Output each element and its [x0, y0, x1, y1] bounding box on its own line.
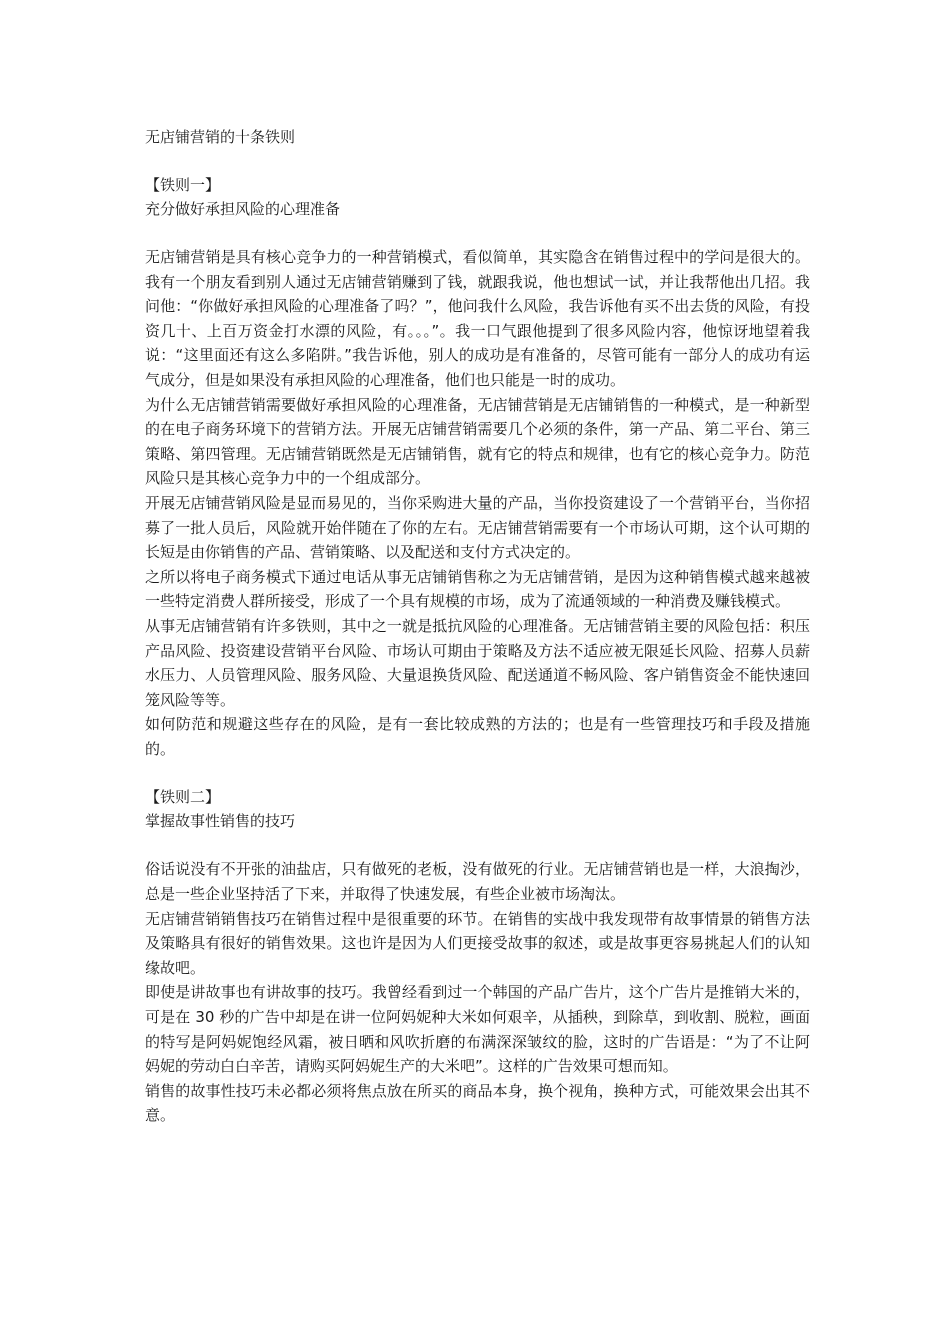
section-1-paragraph-3: 开展无店铺营销风险是显而易见的，当你采购进大量的产品，当你投资建设了一个营销平台，当你招募了一批人员后，风险就开始伴随在了你的左右。无店铺营销需要有一个市场认可期，这个认可期的长短是由你销售的产品、营销策略、以及配送和支付方式决定的。 [145, 493, 810, 562]
section-1 [145, 173, 810, 761]
section-2-heading: 【铁则二】 [145, 788, 221, 807]
section-2 [145, 785, 810, 1128]
section-2-subheading: 掌握故事性销售的技巧 [145, 812, 296, 831]
section-2-paragraph-2: 无店铺营销销售技巧在销售过程中是很重要的环节。在销售的实战中我发现带有故事情景的销售方法及策略具有很好的销售效果。这也许是因为人们更接受故事的叙述，或是故事更容易挑起人们的认知缘故吧。 [145, 909, 810, 977]
section-2-paragraph-1: 俗话说没有不开张的油盐店，只有做死的老板，没有做死的行业。无店铺营销也是一样，大浪掏沙，总是一些企业坚持活了下来，并取得了快速发展，有些企业被市场淘汰。 [145, 860, 810, 904]
section-1-paragraph-4: 之所以将电子商务模式下通过电话从事无店铺销售称之为无店铺营销，是因为这种销售模式越来越被一些特定消费人群所接受，形成了一个具有规模的市场，成为了流通领域的一种消费及赚钱模式。 [145, 567, 810, 611]
section-spacer [145, 761, 810, 785]
section-1-subheading: 充分做好承担风险的心理准备 [145, 200, 341, 218]
section-1-paragraph-1: 无店铺营销是具有核心竞争力的一种营销模式，看似简单，其实隐含在销售过程中的学问是很大的。我有一个朋友看到别人通过无店铺营销赚到了钱，就跟我说，他也想试一试，并让我帮他出几招。我问他：“你做好承担风险的心理准备了吗？”，他问我什么风险，我告诉他有买不出去货的风险，有投资几十、上百万资金打水漂的风险，有。。。”。我一口气跟他提到了很多风险内容，他惊讶地望着我说：“这里面还有这么多陷阱。”我告诉他，别人的成功是有准备的，尽管可能有一部分人的成功有运气成分，但是如果没有承担风险的心理准备，他们也只能是一时的成功。 [145, 248, 810, 389]
section-1-paragraph-5: 从事无店铺营销有许多铁则，其中之一就是抵抗风险的心理准备。无店铺营销主要的风险包括：积压产品风险、投资建设营销平台风险、市场认可期由于策略及方法不适应被无限延长风险、招募人员薪水压力、人员管理风险、服务风险、大量退换货风险、配送通道不畅风险、客户销售资金不能快速回笼风险等等。 [145, 616, 810, 709]
section-2-paragraph-4: 销售的故事性技巧未必都必须将焦点放在所买的商品本身，换个视角，换种方式，可能效果会出其不意。 [145, 1081, 810, 1125]
document-title: 无店铺营销的十条铁则 [145, 128, 296, 146]
section-1-paragraph-6: 如何防范和规避这些存在的风险，是有一套比较成熟的方法的；也是有一些管理技巧和手段及措施的。 [145, 715, 810, 758]
section-1-heading: 【铁则一】 [145, 176, 221, 194]
section-1-paragraph-2: 为什么无店铺营销需要做好承担风险的心理准备，无店铺营销是无店铺销售的一种模式，是一种新型的在电子商务环境下的营销方法。开展无店铺营销需要几个必须的条件，第一产品、第二平台、第三策略、第四管理。无店铺营销既然是无店铺销售，就有它的特点和规律，也有它的核心竞争力。防范风险只是其核心竞争力中的一个组成部分。 [145, 395, 810, 488]
section-2-paragraph-3: 即使是讲故事也有讲故事的技巧。我曾经看到过一个韩国的产品广告片，这个广告片是推销大米的，可是在 30 秒的广告中却是在讲一位阿妈妮种大米如何艰辛，从插秧，到除草，到收割、脱粒，画面的特写是阿妈妮饱经风霜，被日晒和风吹折磨的布满深深皱纹的脸，这时的广告语是：“为了不让阿妈妮的劳动白白辛苦，请购买阿妈妮生产的大米吧”。这样的广告效果可想而知。 [145, 983, 810, 1076]
